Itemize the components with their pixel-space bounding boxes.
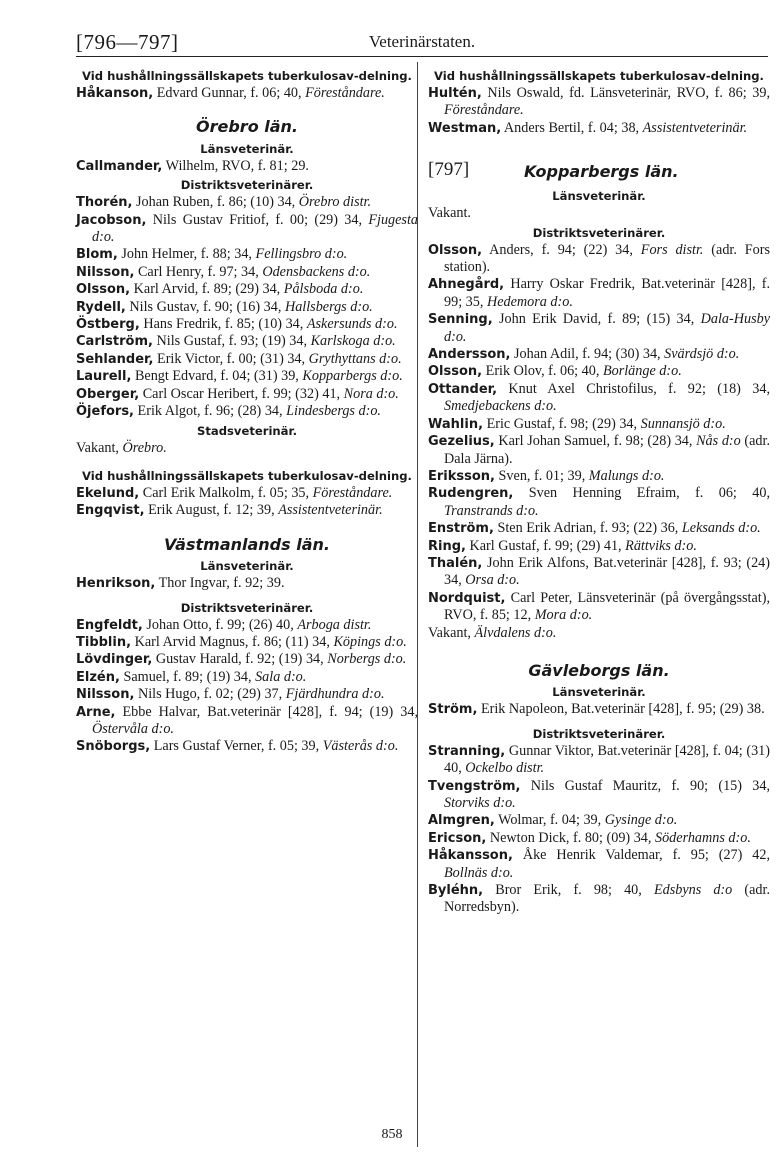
entry-name: Henrikson, bbox=[76, 576, 156, 592]
county-heading-vastmanland: Västmanlands län. bbox=[164, 534, 330, 554]
entry-details: Nils Gustav Fritiof, f. 00; (29) 34, bbox=[146, 211, 369, 228]
entry-place: Söderhamns d:o. bbox=[654, 829, 751, 846]
entry-name: Arne, bbox=[76, 704, 116, 720]
entry-name: Westman, bbox=[428, 120, 502, 136]
entry-name: Thalén, bbox=[428, 555, 483, 571]
entry-name: Olsson, bbox=[428, 242, 483, 258]
personnel-entry bbox=[76, 704, 418, 739]
entry-list bbox=[76, 194, 418, 420]
running-title: Veterinärstaten. bbox=[368, 32, 476, 51]
personnel-entry bbox=[428, 416, 770, 433]
entry-place: Edsbyns d:o bbox=[653, 882, 733, 899]
entry-details: Gustav Harald, f. 92; (19) 34, bbox=[152, 651, 328, 668]
entry-details: Thor Ingvar, f. 92; 39. bbox=[155, 575, 285, 592]
entry-name: Olsson, bbox=[428, 364, 483, 380]
entry-name: Stranning, bbox=[428, 743, 506, 759]
entry-details: Knut Axel Christofilus, f. 92; (18) 34, bbox=[497, 380, 770, 397]
entry-details: John Erik David, f. 89; (15) 34, bbox=[492, 311, 701, 328]
personnel-entry bbox=[76, 669, 418, 686]
entry-name: Tvengström, bbox=[428, 778, 521, 794]
entry-place: Karlskoga d:o. bbox=[310, 333, 396, 350]
entry-name: Håkanson, bbox=[76, 86, 154, 101]
entry-name: Enström, bbox=[428, 521, 494, 537]
entry-name: Håkansson, bbox=[428, 848, 513, 864]
personnel-entry bbox=[428, 520, 770, 537]
entry-name: Rydell, bbox=[76, 299, 126, 315]
entry-name: Nilsson, bbox=[76, 264, 135, 280]
personnel-entry bbox=[428, 242, 770, 277]
entry-list bbox=[428, 85, 770, 137]
entry-name: Ottander, bbox=[428, 381, 498, 397]
entry-details: Anders Bertil, f. 04; 38, bbox=[501, 119, 643, 136]
entry-name: Senning, bbox=[428, 312, 493, 328]
section-heading: Vid hushållningssällskapets tuberkulosav-delning. bbox=[434, 69, 764, 83]
personnel-entry bbox=[428, 830, 770, 847]
entry-place: Ockelbo distr. bbox=[465, 760, 545, 777]
entry-details: Lars Gustaf Verner, f. 05; 39, bbox=[150, 738, 323, 755]
personnel-entry bbox=[76, 316, 418, 333]
personnel-entry bbox=[428, 590, 770, 625]
entry-name: Nilsson, bbox=[76, 687, 135, 703]
entry-place: Storviks d:o. bbox=[444, 795, 516, 811]
entry-place: Odensbackens d:o. bbox=[262, 263, 371, 280]
entry-details: Nils Gustaf Mauritz, f. 90; (15) 34, bbox=[520, 777, 770, 794]
section-heading: Stadsveterinär. bbox=[197, 423, 297, 438]
entry-details: Karl Johan Samuel, f. 98; (28) 34, bbox=[494, 433, 697, 450]
entry-details: Bror Erik, f. 98; 40, bbox=[483, 882, 654, 899]
entry-name: Gezelius, bbox=[428, 434, 495, 450]
entry-place: Smedjebackens d:o. bbox=[444, 398, 557, 415]
entry-place: Köpings d:o. bbox=[333, 633, 407, 650]
entry-details: Johan Ruben, f. 86; (10) 34, bbox=[132, 194, 299, 211]
page-marker: [797] bbox=[428, 159, 470, 181]
entry-details: Carl Henry, f. 97; 34, bbox=[134, 263, 263, 280]
personnel-entry bbox=[76, 651, 418, 668]
entry-details: Åke Henrik Valdemar, f. 95; (27) 42, bbox=[512, 847, 770, 864]
entry-details: Ebbe Halvar, Bat.veterinär [428], f. 94; (19) 34, bbox=[115, 703, 418, 720]
entry-place: Föreståndare. bbox=[444, 102, 524, 119]
personnel-entry bbox=[76, 246, 418, 263]
entry-name: Ahnegård, bbox=[428, 277, 505, 293]
vacancy-line bbox=[428, 625, 770, 642]
entry-details: Nils Gustav, f. 90; (16) 34, bbox=[125, 298, 285, 315]
section-heading: Distriktsveterinärer. bbox=[180, 600, 314, 615]
entry-name: Olsson, bbox=[76, 282, 131, 298]
entry-place: Borlänge d:o. bbox=[602, 363, 682, 380]
entry-list bbox=[76, 617, 418, 756]
entry-name: Byléhn, bbox=[428, 883, 484, 899]
running-head bbox=[76, 28, 768, 57]
personnel-entry bbox=[76, 158, 418, 175]
entry-name: Tibblin, bbox=[76, 634, 132, 650]
vacancy-label: Vakant, bbox=[428, 624, 475, 641]
section-heading: Länsveterinär. bbox=[552, 685, 646, 700]
entry-name: Östberg, bbox=[76, 317, 140, 333]
entry-place: Fellingsbro d:o. bbox=[255, 246, 348, 263]
entry-name: Thorén, bbox=[76, 195, 133, 211]
entry-name: Öjefors, bbox=[76, 404, 134, 420]
entry-details: Wilhelm, RVO, f. 81; 29. bbox=[162, 157, 309, 174]
entry-place: Nora d:o. bbox=[343, 385, 399, 402]
entry-place: Dala-Husby d:o. bbox=[444, 311, 770, 345]
entry-details: Karl Arvid, f. 89; (29) 34, bbox=[130, 281, 284, 298]
entry-place: Föreståndare. bbox=[312, 484, 393, 501]
entry-name: Ring, bbox=[428, 538, 466, 554]
entry-details: Johan Otto, f. 99; (26) 40, bbox=[142, 616, 298, 633]
personnel-entry bbox=[428, 778, 770, 813]
section-heading: Distriktsveterinärer. bbox=[180, 178, 314, 193]
entry-details: Edvard Gunnar, f. 06; 40, bbox=[153, 85, 306, 101]
entry-name: Ericson, bbox=[428, 830, 487, 846]
entry-place: Svärdsjö d:o. bbox=[664, 346, 740, 363]
right-column bbox=[428, 66, 770, 917]
personnel-entry bbox=[428, 381, 770, 416]
personnel-entry bbox=[76, 686, 418, 703]
entry-name: Callmander, bbox=[76, 158, 163, 174]
personnel-entry bbox=[428, 346, 770, 363]
entry-place: Fjugesta d:o. bbox=[92, 211, 418, 246]
entry-details: Karl Gustaf, f. 99; (29) 41, bbox=[465, 537, 626, 554]
entry-details: Erik August, f. 12; 39, bbox=[144, 502, 279, 519]
entry-place: Lindesbergs d:o. bbox=[286, 403, 381, 420]
personnel-entry bbox=[428, 701, 770, 718]
entry-place: Fjärdhundra d:o. bbox=[285, 686, 385, 703]
entry-name: Andersson, bbox=[428, 347, 511, 363]
entry-place: Askersunds d:o. bbox=[306, 316, 398, 333]
entry-details: Eric Gustaf, f. 98; (29) 34, bbox=[483, 415, 641, 432]
entry-place: Örebro distr. bbox=[298, 194, 372, 211]
entry-place: Grythyttans d:o. bbox=[308, 350, 402, 367]
entry-list bbox=[76, 158, 418, 175]
entry-name: Eriksson, bbox=[428, 468, 495, 484]
county-heading-gavleborg: Gävleborgs län. bbox=[528, 660, 670, 680]
entry-name: Wahlin, bbox=[428, 416, 484, 432]
entry-place: Pålsboda d:o. bbox=[283, 281, 364, 298]
entry-details: Sten Erik Adrian, f. 93; (22) 36, bbox=[493, 520, 682, 537]
personnel-entry bbox=[76, 634, 418, 651]
personnel-entry bbox=[428, 538, 770, 555]
entry-details: Bengt Edvard, f. 04; (31) 39, bbox=[131, 368, 303, 385]
personnel-entry bbox=[76, 212, 418, 247]
entry-place: Malungs d:o. bbox=[588, 467, 665, 484]
entry-details: Erik Olov, f. 06; 40, bbox=[482, 363, 603, 380]
personnel-entry bbox=[76, 575, 418, 592]
personnel-entry bbox=[76, 502, 418, 519]
entry-place: Assistentveterinär. bbox=[278, 502, 383, 519]
entry-details: Newton Dick, f. 80; (09) 34, bbox=[486, 829, 655, 846]
personnel-entry bbox=[428, 433, 770, 468]
personnel-entry bbox=[428, 847, 770, 882]
personnel-entry bbox=[76, 738, 418, 755]
personnel-entry bbox=[428, 468, 770, 485]
entry-list bbox=[76, 485, 418, 520]
personnel-entry bbox=[428, 882, 770, 917]
entry-name: Laurell, bbox=[76, 369, 132, 385]
entry-place: Sala d:o. bbox=[255, 668, 307, 685]
entry-place: Orsa d:o. bbox=[465, 572, 520, 589]
personnel-entry bbox=[428, 555, 770, 590]
entry-place: Sunnansjö d:o. bbox=[640, 415, 726, 432]
personnel-entry bbox=[428, 743, 770, 778]
personnel-entry bbox=[428, 311, 770, 346]
entry-details: Carl Peter, Länsveterinär (på övergångsstat), RVO, f. 85; 12, bbox=[444, 589, 770, 624]
entry-name: Lövdinger, bbox=[76, 652, 153, 668]
page-number: 858 bbox=[381, 1127, 403, 1142]
entry-name: Engqvist, bbox=[76, 503, 145, 519]
entry-name: Snöborgs, bbox=[76, 739, 151, 755]
vacancy-place: Örebro. bbox=[122, 439, 167, 456]
personnel-entry bbox=[76, 85, 418, 102]
entry-place: Norbergs d:o. bbox=[327, 651, 407, 668]
section-heading: Länsveterinär. bbox=[552, 189, 646, 204]
entry-details: Johan Adil, f. 94; (30) 34, bbox=[510, 346, 665, 363]
entry-details: Karl Arvid Magnus, f. 86; (11) 34, bbox=[131, 633, 334, 650]
entry-place: Gysinge d:o. bbox=[604, 812, 678, 829]
entry-place: Arboga distr. bbox=[297, 616, 372, 633]
section-heading: Vid hushållningssällskapets tuberkulosav-delning. bbox=[82, 468, 412, 483]
entry-list bbox=[76, 85, 418, 102]
section-heading: Länsveterinär. bbox=[200, 559, 294, 574]
entry-name: Ström, bbox=[428, 702, 478, 718]
entry-name: Almgren, bbox=[428, 813, 495, 829]
entry-name: Engfeldt, bbox=[76, 617, 143, 633]
personnel-entry bbox=[76, 386, 418, 403]
personnel-entry bbox=[76, 368, 418, 385]
entry-place: Transtrands d:o. bbox=[444, 502, 539, 519]
entry-name: Carlström, bbox=[76, 334, 153, 350]
personnel-entry bbox=[76, 351, 418, 368]
entry-place: Rättviks d:o. bbox=[625, 537, 697, 554]
vacancy-label: Vakant, bbox=[76, 439, 123, 456]
entry-details: Sven Henning Efraim, f. 06; 40, bbox=[513, 485, 770, 502]
personnel-entry bbox=[428, 485, 770, 520]
section-heading: Vid hushållningssällskapets tuberkulosav-delning. bbox=[82, 69, 412, 83]
personnel-entry bbox=[76, 299, 418, 316]
entry-place: Västerås d:o. bbox=[322, 738, 399, 755]
entry-note: (adr. Dala Järna). bbox=[444, 433, 770, 467]
personnel-entry bbox=[428, 120, 770, 137]
personnel-entry bbox=[428, 812, 770, 829]
county-heading-kopparberg: Kopparbergs län. bbox=[524, 162, 679, 182]
entry-list bbox=[428, 242, 770, 625]
personnel-entry bbox=[76, 264, 418, 281]
entry-details: Erik Algot, f. 96; (28) 34, bbox=[134, 403, 287, 420]
personnel-entry bbox=[76, 617, 418, 634]
entry-details: Nils Oswald, fd. Länsveterinär, RVO, f. 86; 39, bbox=[481, 85, 770, 101]
entry-details: Samuel, f. 89; (19) 34, bbox=[119, 668, 256, 685]
personnel-entry bbox=[76, 194, 418, 211]
personnel-entry bbox=[76, 281, 418, 298]
personnel-entry bbox=[428, 276, 770, 311]
entry-name: Hultén, bbox=[428, 86, 482, 101]
vacancy-line bbox=[76, 440, 418, 457]
entry-name: Oberger, bbox=[76, 386, 140, 402]
entry-place: Bollnäs d:o. bbox=[444, 864, 514, 881]
section-heading: Distriktsveterinärer. bbox=[532, 726, 666, 741]
entry-details: Erik Napoleon, Bat.veterinär [428], f. 95; (29) 38. bbox=[477, 701, 765, 718]
personnel-entry bbox=[76, 485, 418, 502]
entry-details: Sven, f. 01; 39, bbox=[495, 467, 589, 484]
entry-place: Nås d:o bbox=[696, 433, 741, 450]
entry-note: (adr. Fors station). bbox=[444, 241, 770, 276]
entry-name: Sehlander, bbox=[76, 351, 154, 367]
left-column bbox=[76, 66, 418, 756]
entry-details: Carl Erik Malkolm, f. 05; 35, bbox=[139, 484, 313, 501]
entry-details: Harry Oskar Fredrik, Bat.veterinär [428], f. 99; 35, bbox=[444, 276, 770, 310]
entry-note: (adr. Norredsbyn). bbox=[444, 882, 771, 916]
entry-details: Nils Gustaf, f. 93; (19) 34, bbox=[152, 333, 311, 350]
entry-name: Jacobson, bbox=[76, 212, 147, 228]
entry-details: Erik Victor, f. 00; (31) 34, bbox=[153, 350, 309, 367]
entry-details: John Erik Alfons, Bat.veterinär [428], f. 93; (24) 34, bbox=[444, 554, 770, 589]
entry-name: Blom, bbox=[76, 247, 118, 263]
entry-place: Föreståndare. bbox=[305, 85, 385, 101]
county-heading-orebro: Örebro län. bbox=[196, 117, 298, 137]
entry-place: Assistentveterinär. bbox=[642, 119, 748, 136]
entry-place: Östervåla d:o. bbox=[92, 720, 174, 737]
entry-details: Anders, f. 94; (22) 34, bbox=[482, 241, 641, 258]
county-row-kopparberg bbox=[428, 157, 770, 183]
entry-details: Hans Fredrik, f. 85; (10) 34, bbox=[139, 316, 307, 333]
personnel-entry bbox=[428, 85, 770, 120]
entry-place: Leksands d:o. bbox=[681, 520, 761, 537]
entry-details: Nils Hugo, f. 02; (29) 37, bbox=[134, 686, 286, 703]
section-heading: Länsveterinär. bbox=[200, 141, 294, 156]
section-heading: Distriktsveterinärer. bbox=[532, 225, 666, 240]
entry-place: Mora d:o. bbox=[534, 607, 593, 624]
entry-place: Hallsbergs d:o. bbox=[284, 298, 373, 315]
entry-list bbox=[428, 743, 770, 917]
page-reference: [796—797] bbox=[76, 30, 179, 54]
entry-name: Rudengren, bbox=[428, 486, 514, 502]
entry-name: Ekelund, bbox=[76, 485, 140, 501]
personnel-entry bbox=[76, 403, 418, 420]
entry-details: Wolmar, f. 04; 39, bbox=[494, 812, 605, 829]
entry-place: Hedemora d:o. bbox=[486, 293, 573, 310]
entry-list bbox=[76, 575, 418, 592]
personnel-entry bbox=[76, 333, 418, 350]
entry-name: Nordquist, bbox=[428, 590, 506, 606]
vacancy-line: Vakant. bbox=[428, 205, 471, 222]
entry-details: Gunnar Viktor, Bat.veterinär [428], f. 04; (31) 40, bbox=[444, 742, 770, 777]
entry-list bbox=[428, 701, 770, 718]
entry-details: Carl Oscar Heribert, f. 99; (32) 41, bbox=[139, 385, 344, 402]
entry-name: Elzén, bbox=[76, 669, 120, 685]
entry-place: Kopparbergs d:o. bbox=[302, 368, 403, 385]
vacancy-place: Älvdalens d:o. bbox=[474, 624, 557, 641]
entry-details: John Helmer, f. 88; 34, bbox=[117, 246, 256, 263]
personnel-entry bbox=[428, 363, 770, 380]
entry-place: Fors distr. bbox=[640, 241, 704, 258]
